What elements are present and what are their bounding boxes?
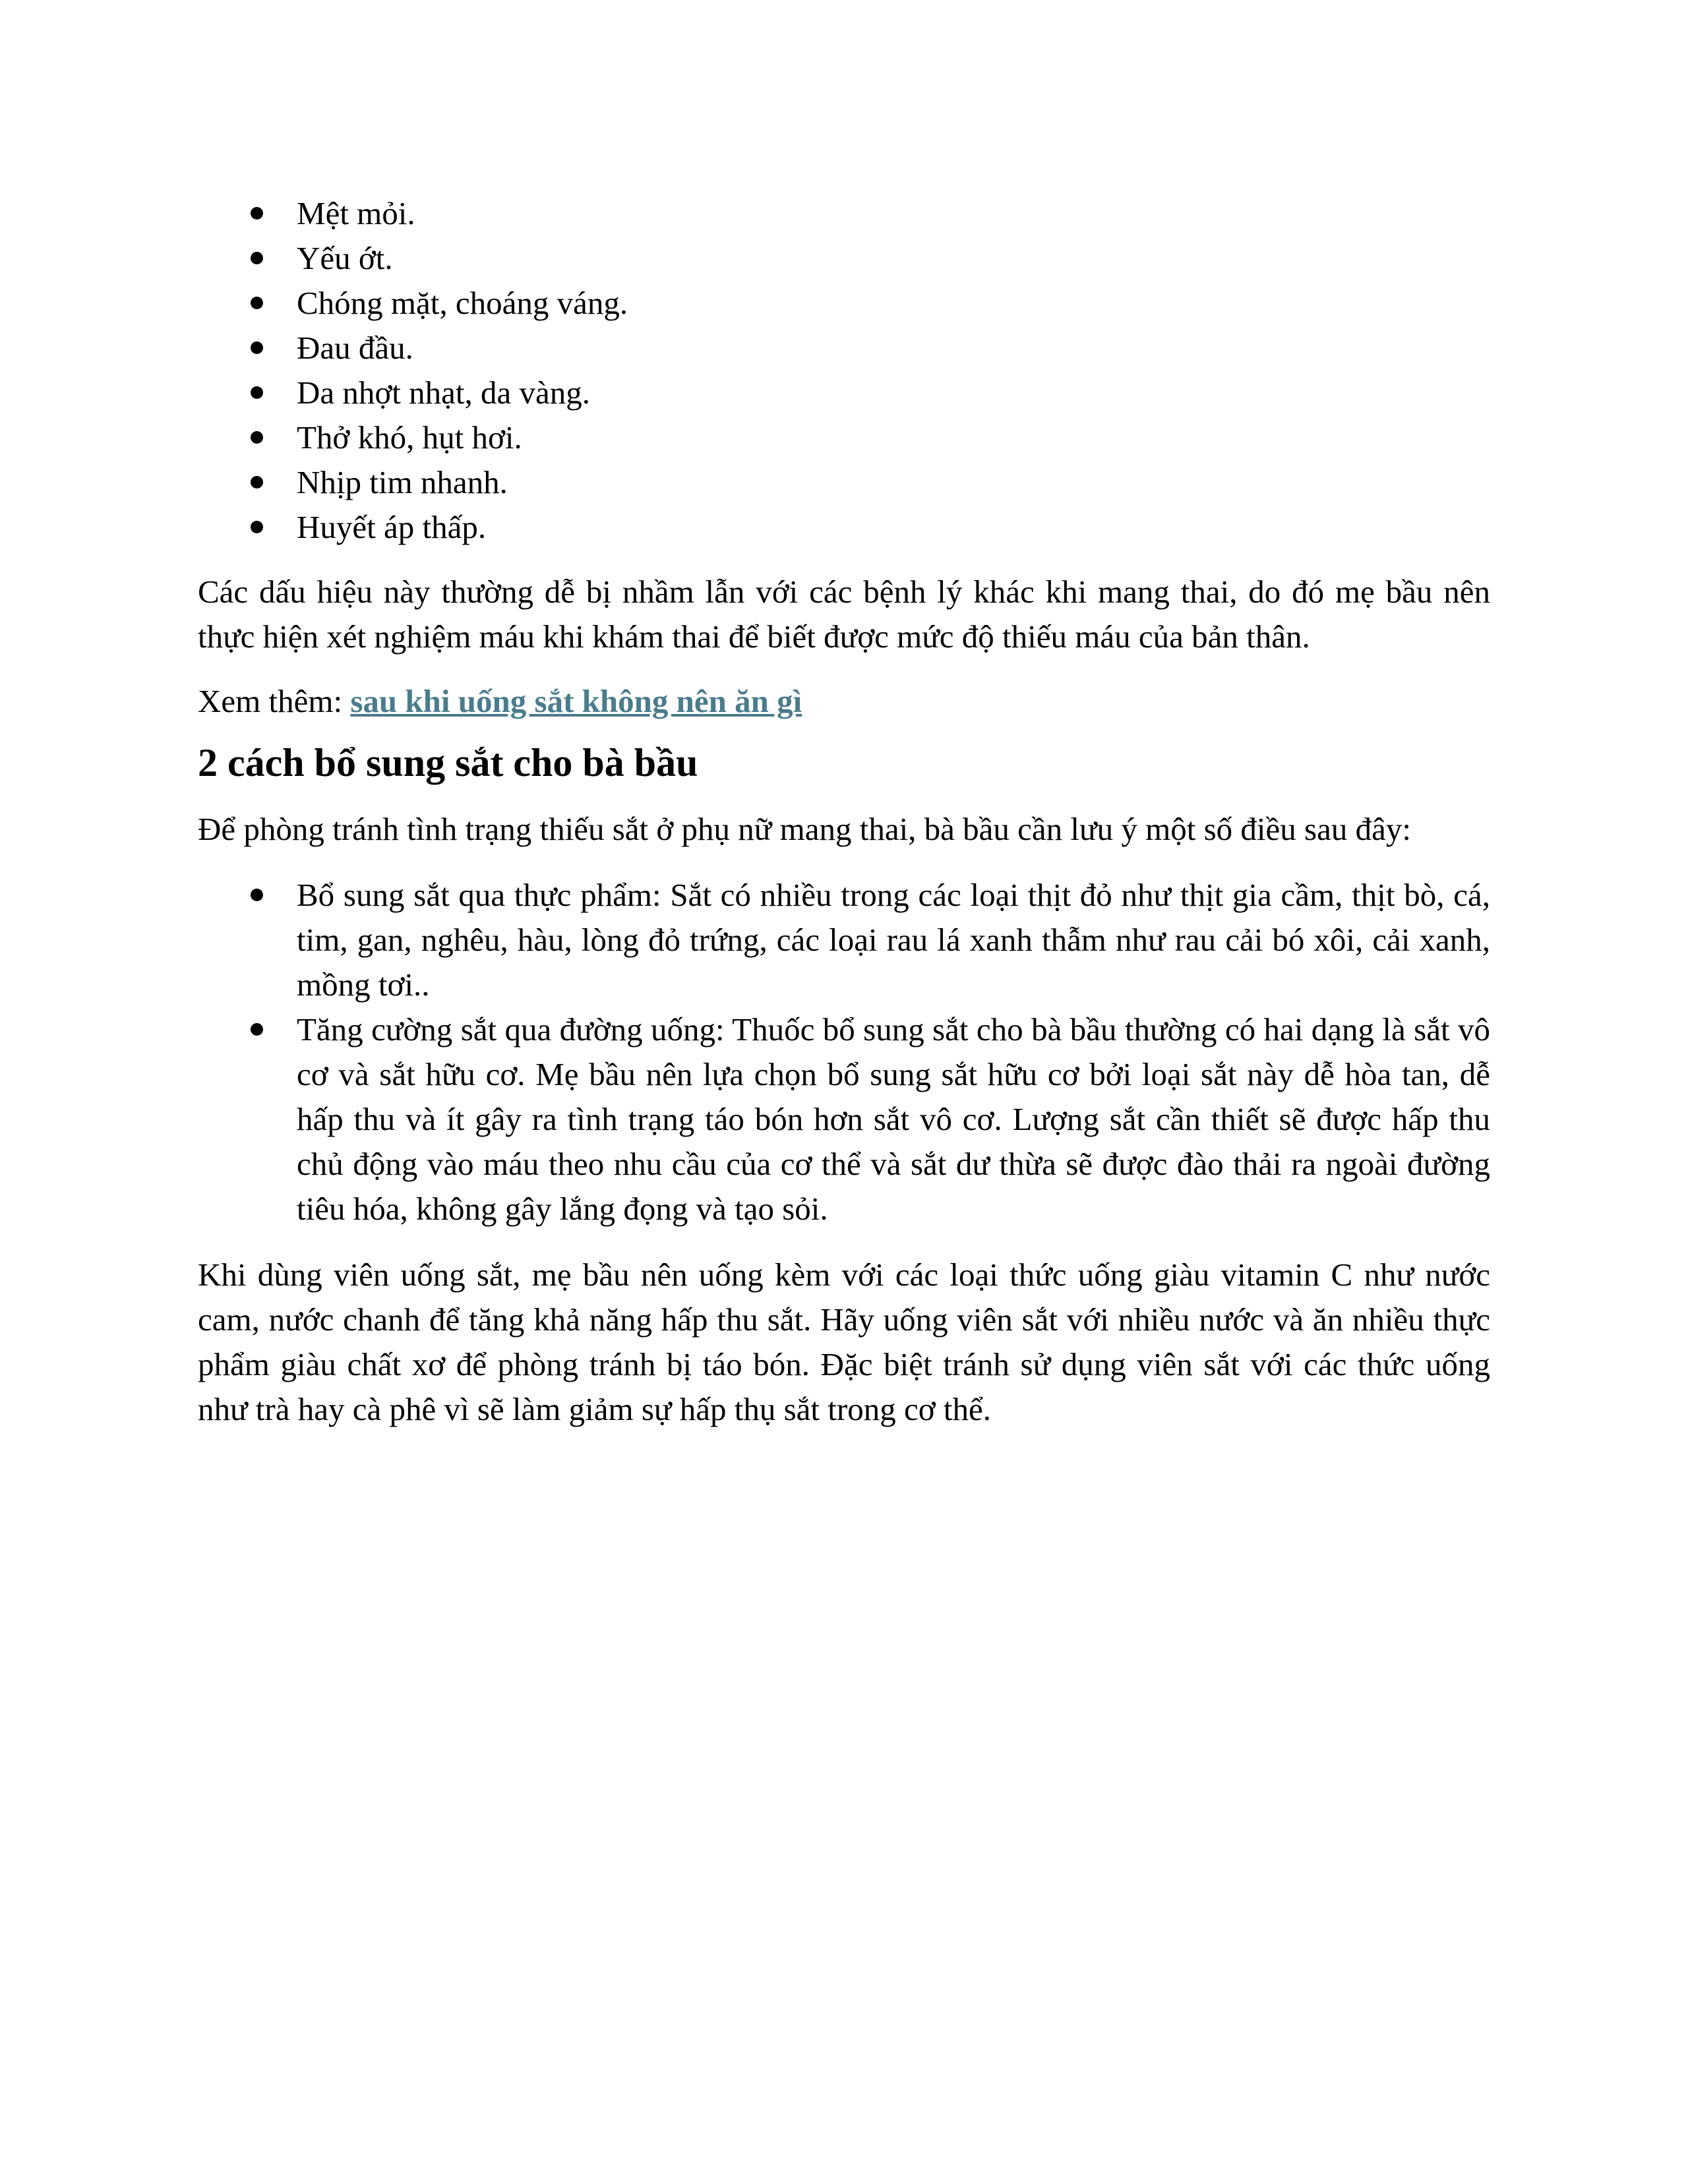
list-item-text: Đau đầu. [297,330,413,366]
list-item [198,326,1490,370]
list-item [198,873,1490,1007]
list-item [198,370,1490,415]
see-more-line [198,679,1490,724]
bullet-icon [251,297,263,309]
list-item-text: Mệt mỏi. [297,195,415,231]
list-item [198,191,1490,236]
closing-paragraph: Khi dùng viên uống sắt, mẹ bầu nên uống kèm với các loại thức uống giàu vitamin C như nước cam, nước chanh để tăng khả năng hấp thu sắt. Hãy uống viên sắt với nhiều nước và ăn nhiều thực phẩm giàu chất xơ để phòng tránh bị táo bón. Đặc biệt tránh sử dụng viên sắt với các thức uống như trà hay cà phê vì sẽ làm giảm sự hấp thụ sắt trong cơ thể. [198,1256,1490,1427]
list-item-text: Bổ sung sắt qua thực phẩm: Sắt có nhiều trong các loại thịt đỏ như thịt gia cầm, thịt bò, cá, tim, gan, nghêu, hàu, lòng đỏ trứng, các loại rau lá xanh thẫm như rau cải bó xôi, cải xanh, mồng tơi.. [297,877,1490,1003]
list-item-text: Huyết áp thấp. [297,509,487,545]
list-item [198,505,1490,550]
bullet-icon [251,521,263,533]
supplement-methods-list [198,873,1490,1231]
list-item [198,415,1490,460]
list-item [198,1007,1490,1231]
bullet-icon [251,476,263,488]
see-more-link[interactable]: sau khi uống sắt không nên ăn gì [350,683,802,719]
list-item [198,460,1490,505]
bullet-icon [251,207,263,220]
bullet-icon [251,1023,263,1036]
section-heading: 2 cách bổ sung sắt cho bà bầu [198,741,698,784]
document-page [198,191,1490,1432]
bullet-icon [251,431,263,444]
section-intro-paragraph: Để phòng tránh tình trạng thiếu sắt ở phụ nữ mang thai, bà bầu cần lưu ý một số điều sau đây: [198,811,1411,847]
list-item-text: Chóng mặt, choáng váng. [297,285,628,321]
bullet-icon [251,889,263,901]
list-item [198,236,1490,281]
list-item-text: Nhịp tim nhanh. [297,464,508,500]
list-item-text: Yếu ớt. [297,240,393,276]
list-item-text: Da nhợt nhạt, da vàng. [297,374,591,411]
list-item-text: Thở khó, hụt hơi. [297,419,522,456]
see-more-label: Xem thêm: [198,683,351,719]
bullet-icon [251,341,263,354]
bullet-icon [251,252,263,264]
list-item [198,281,1490,326]
bullet-icon [251,386,263,399]
symptom-note-paragraph: Các dấu hiệu này thường dễ bị nhầm lẫn với các bệnh lý khác khi mang thai, do đó mẹ bầu nên thực hiện xét nghiệm máu khi khám thai để biết được mức độ thiếu máu của bản thân. [198,574,1490,655]
symptom-list [198,191,1490,550]
list-item-text: Tăng cường sắt qua đường uống: Thuốc bổ sung sắt cho bà bầu thường có hai dạng là sắt vô cơ và sắt hữu cơ. Mẹ bầu nên lựa chọn bổ sung sắt hữu cơ bởi loại sắt này dễ hòa tan, dễ hấp thu và ít gây ra tình trạng táo bón hơn sắt vô cơ. Lượng sắt cần thiết sẽ được hấp thu chủ động vào máu theo nhu cầu của cơ thể và sắt dư thừa sẽ được đào thải ra ngoài đường tiêu hóa, không gây lắng đọng và tạo sỏi. [297,1011,1490,1227]
